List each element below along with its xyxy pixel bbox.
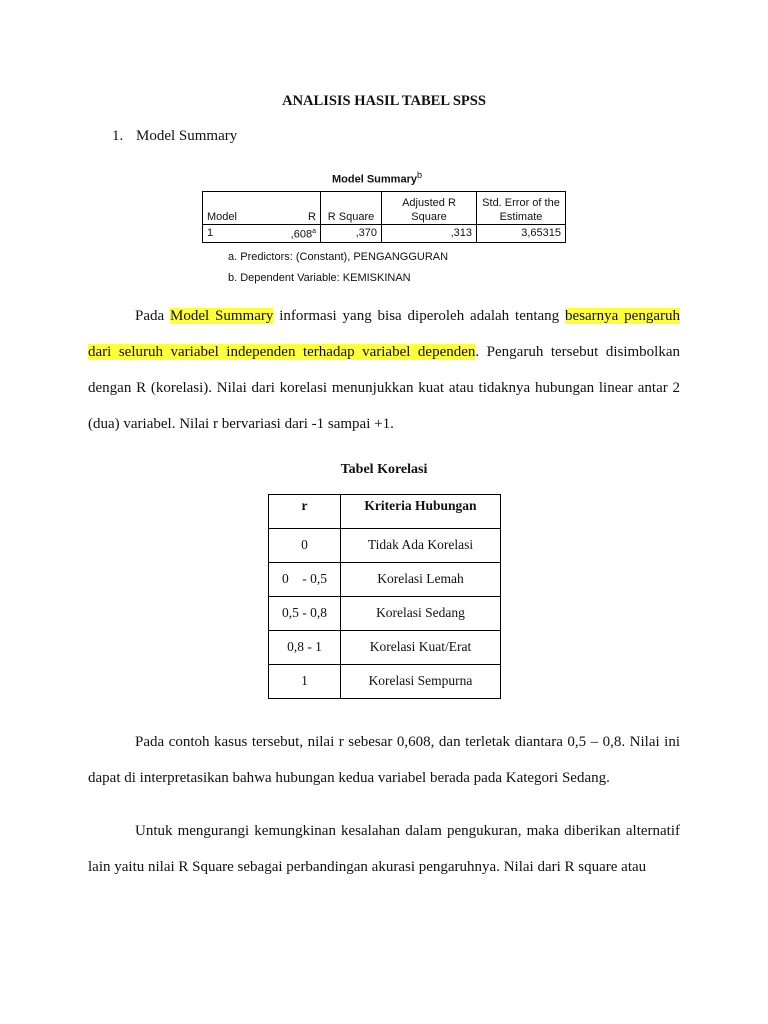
cell-r: 0 - 0,5 bbox=[269, 563, 341, 597]
table-row bbox=[269, 529, 501, 563]
section-label: Model Summary bbox=[136, 128, 238, 144]
section-number: 1. bbox=[112, 128, 124, 144]
korelasi-table-title: Tabel Korelasi bbox=[340, 462, 428, 477]
header-r: R bbox=[255, 192, 321, 225]
cell-r: 0,8 - 1 bbox=[269, 631, 341, 665]
table-row bbox=[269, 563, 501, 597]
paragraph-interpretation: Pada contoh kasus tersebut, nilai r sebesar 0,608, dan terletak diantara 0,5 – 0,8. Nilai ini dapat di interpretasikan bahwa hubungan kedua variabel berada pada Kategori Sedang. bbox=[88, 734, 680, 786]
cell-r: ,608$^a$ bbox=[255, 225, 321, 243]
header-adjusted-r-square: Adjusted R Square bbox=[382, 192, 477, 225]
model-summary-table bbox=[202, 191, 566, 243]
spss-title-footnote-mark: b bbox=[416, 170, 422, 180]
cell-kriteria: Korelasi Sempurna bbox=[341, 665, 501, 699]
header-model: Model bbox=[203, 192, 256, 225]
korelasi-table bbox=[268, 494, 501, 699]
cell-r: 0 bbox=[269, 529, 341, 563]
table-header-row bbox=[203, 192, 566, 225]
table-row bbox=[203, 225, 566, 243]
header-kriteria: Kriteria Hubungan bbox=[341, 495, 501, 529]
cell-r-footnote-mark: a bbox=[312, 228, 316, 235]
header-std-error: Std. Error of the Estimate bbox=[477, 192, 566, 225]
cell-r: 0,5 - 0,8 bbox=[269, 597, 341, 631]
table-row bbox=[269, 665, 501, 699]
header-r: r bbox=[269, 495, 341, 529]
cell-kriteria: Korelasi Lemah bbox=[341, 563, 501, 597]
cell-std-error: 3,65315 bbox=[477, 225, 566, 243]
spss-title: Model Summary$^b$ bbox=[332, 170, 422, 186]
spss-note-predictors: a. Predictors: (Constant), PENGANGGURAN bbox=[228, 251, 449, 263]
paragraph-model-summary: Pada Model Summary informasi yang bisa diperoleh adalah tentang besarnya pengaruh dari seluruh variabel independen terhadap variabel dependen. Pengaruh tersebut disimbolkan dengan R (korelasi). Nilai dari korelasi menunjukkan kuat atau tidaknya hubungan linear antar 2 (dua) variabel. Nilai r bervariasi dari -1 sampai +1. bbox=[88, 308, 680, 432]
table-row bbox=[269, 631, 501, 665]
cell-adjusted-r-square: ,313 bbox=[382, 225, 477, 243]
spss-note-dependent: b. Dependent Variable: KEMISKINAN bbox=[228, 272, 411, 284]
header-r-square: R Square bbox=[321, 192, 382, 225]
cell-kriteria: Korelasi Kuat/Erat bbox=[341, 631, 501, 665]
cell-kriteria: Korelasi Sedang bbox=[341, 597, 501, 631]
cell-kriteria: Tidak Ada Korelasi bbox=[341, 529, 501, 563]
section-heading bbox=[112, 128, 237, 145]
document-title: ANALISIS HASIL TABEL SPSS bbox=[282, 93, 486, 109]
table-header-row bbox=[269, 495, 501, 529]
cell-model: 1 bbox=[203, 225, 256, 243]
highlight-model-summary: Model Summary bbox=[170, 308, 274, 324]
cell-r-square: ,370 bbox=[321, 225, 382, 243]
paragraph-r-square: Untuk mengurangi kemungkinan kesalahan dalam pengukuran, maka diberikan alternatif lain yaitu nilai R Square sebagai perbandingan akurasi pengaruhnya. Nilai dari R square atau bbox=[88, 823, 680, 875]
cell-r: 1 bbox=[269, 665, 341, 699]
table-row bbox=[269, 597, 501, 631]
highlight-besarnya-pengaruh: besarnya pengaruh dari seluruh variabel independen terhadap variabel dependen bbox=[88, 308, 680, 360]
